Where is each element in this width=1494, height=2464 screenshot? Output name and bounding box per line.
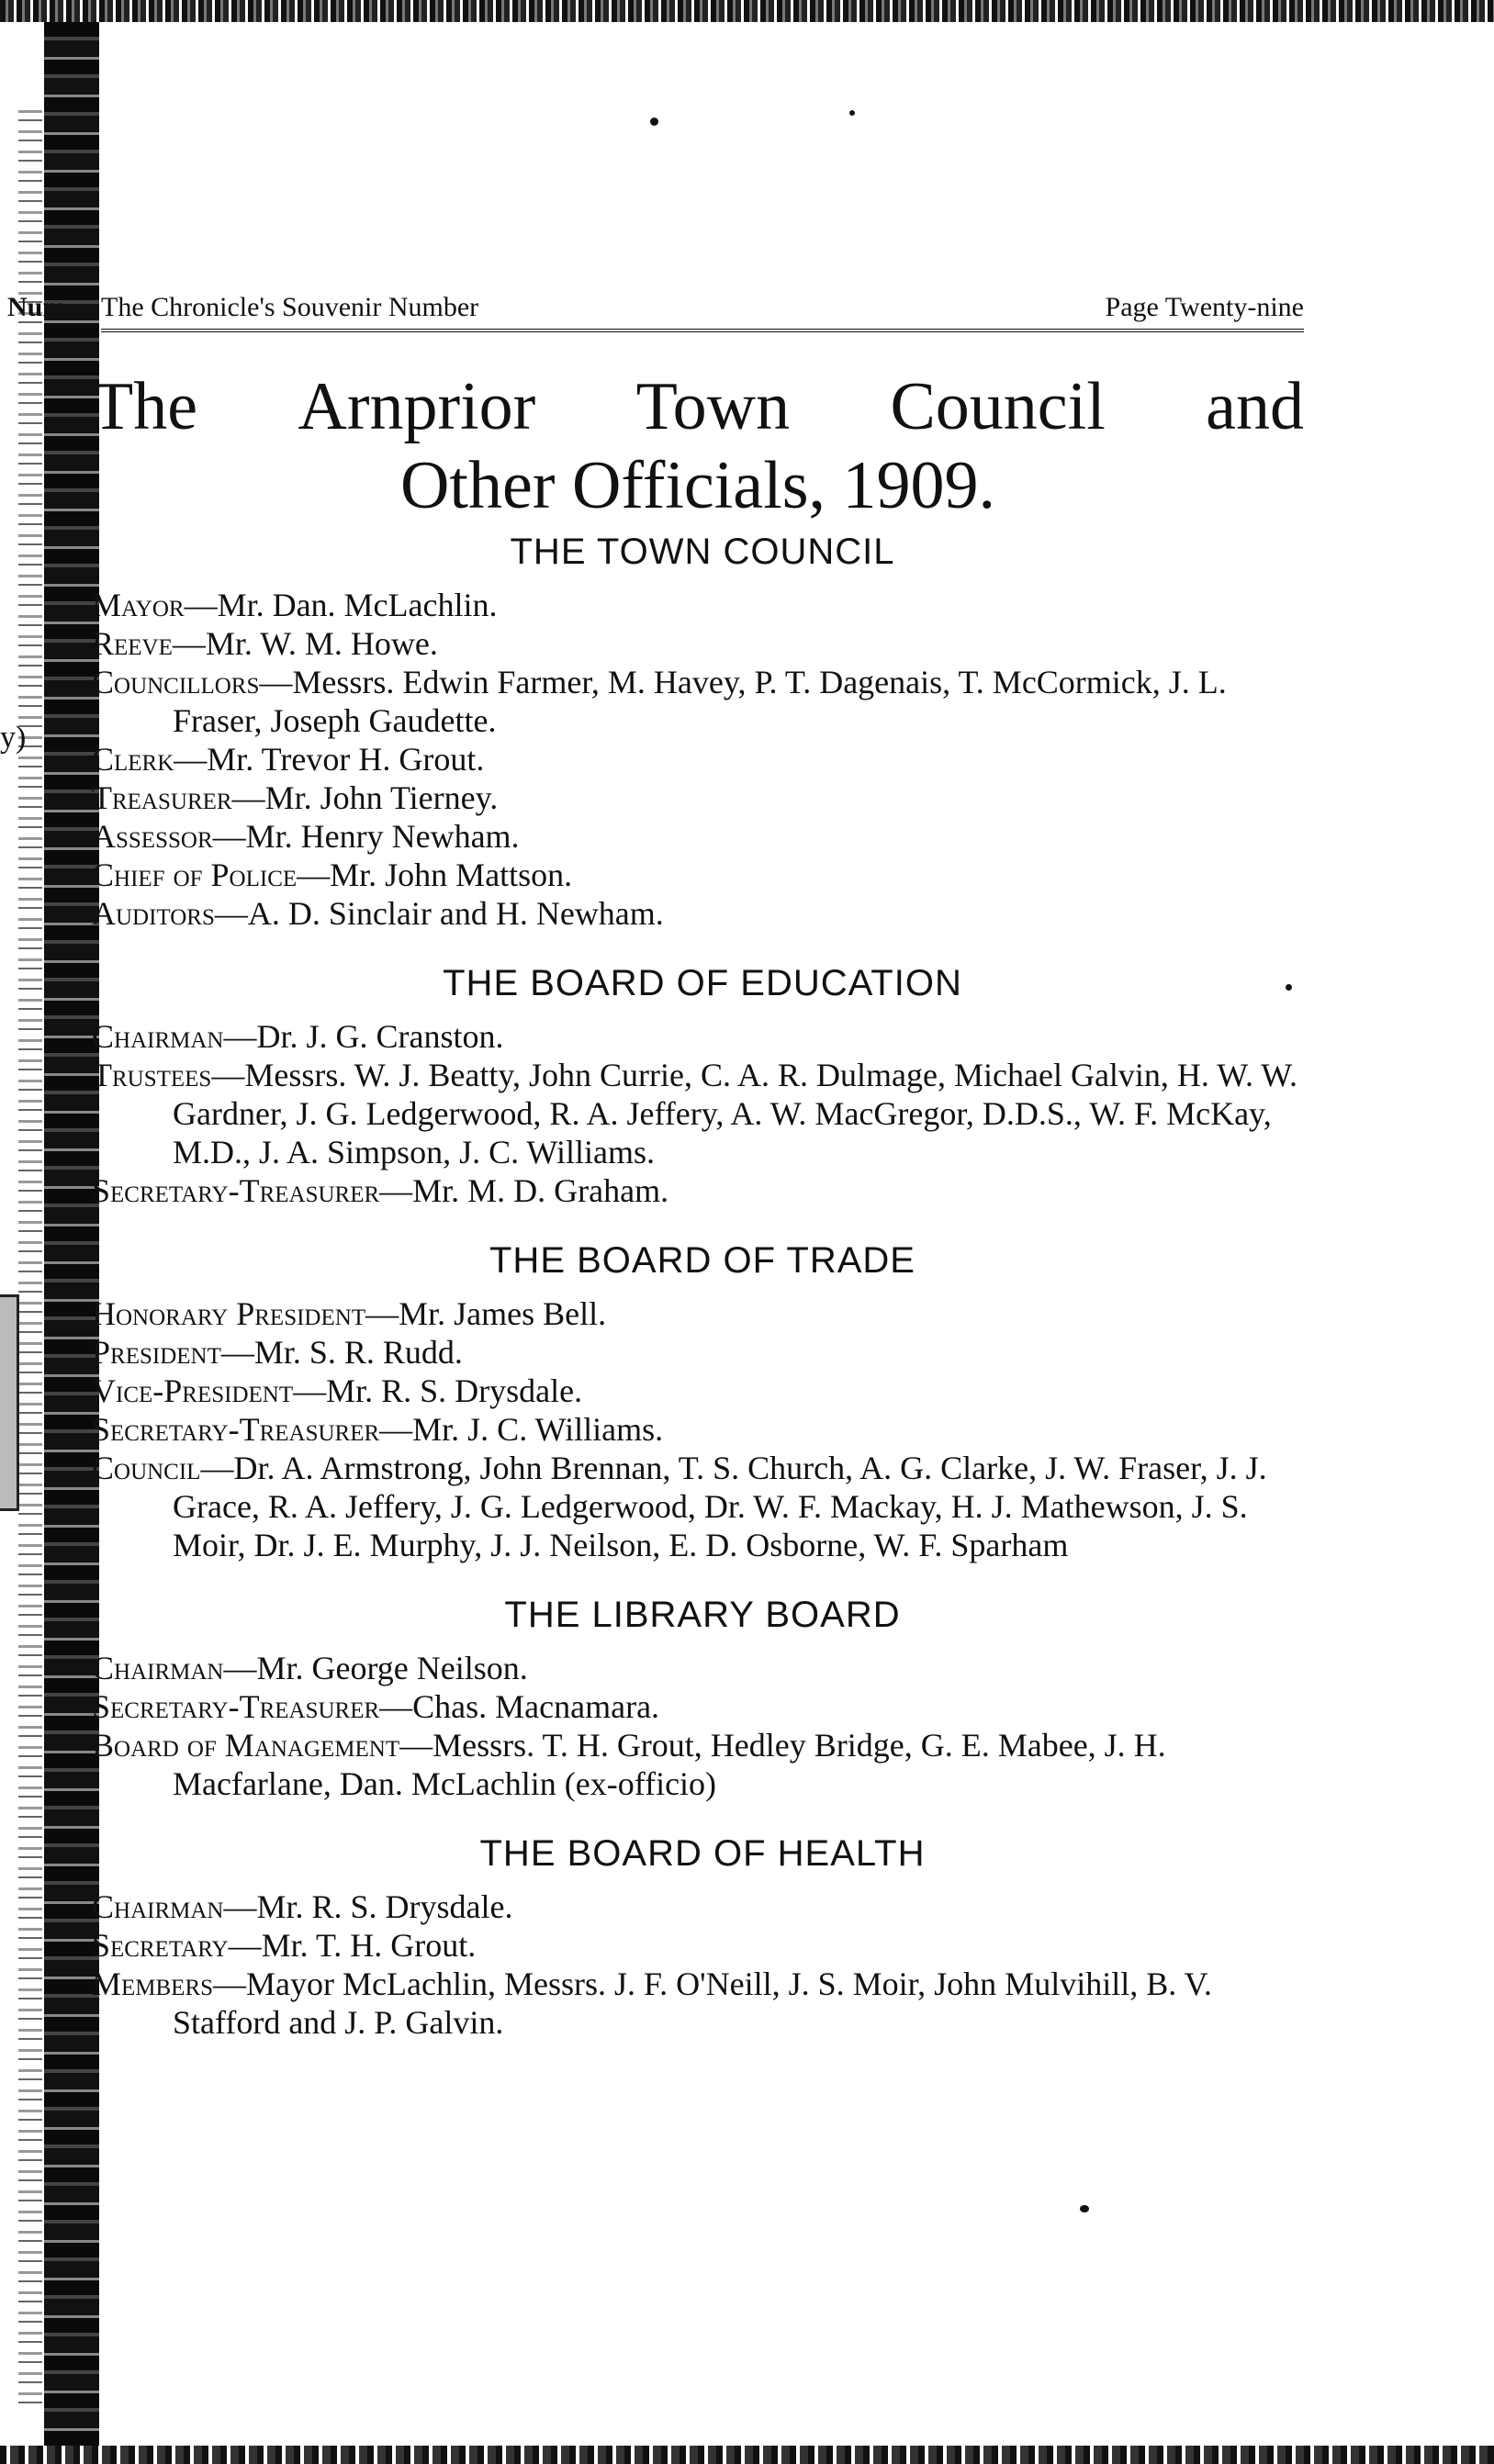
official-entry <box>92 856 1313 894</box>
official-entry <box>92 1887 1313 1926</box>
official-names: —Mr. W. M. Howe. <box>172 625 438 662</box>
official-names: —Mr. Dan. McLachlin. <box>184 587 498 623</box>
official-entry <box>92 1926 1313 1965</box>
role-label: Vice-President <box>92 1372 294 1409</box>
role-label: Chairman <box>92 1888 224 1925</box>
official-names: —Mr. John Mattson. <box>297 857 573 893</box>
official-names: —Mr. R. S. Drysdale. <box>293 1372 583 1409</box>
official-names: —Mr. S. R. Rudd. <box>220 1334 463 1371</box>
official-names: —Mr. T. H. Grout. <box>228 1927 477 1964</box>
official-names: —Mr. Henry Newham. <box>212 818 520 855</box>
role-label: Honorary President <box>92 1295 366 1332</box>
role-label: Secretary <box>92 1927 229 1964</box>
margin-fragment-text: y) <box>0 721 27 755</box>
official-entry <box>92 1649 1313 1687</box>
official-names: —Dr. A. Armstrong, John Brennan, T. S. Church, A. G. Clarke, J. W. Fraser, J. J. Grace, R. A. Jeffery, J. G. Ledgerwood, Dr. W. F. Mackay, H. J. Mathewson, J. S. Moir, Dr. J. E. Murphy, J. J. Neilson, E. D. Osborne, W. F. Sparham <box>173 1450 1267 1563</box>
title-word: Town <box>635 369 791 444</box>
official-entry <box>92 1965 1313 2042</box>
page-title <box>92 367 1304 525</box>
title-line-2: Other Officials, 1909. <box>399 448 996 523</box>
role-label: Council <box>92 1450 201 1486</box>
official-entry <box>92 1410 1313 1449</box>
role-label: Members <box>92 1966 214 2002</box>
official-names: —Messrs. W. J. Beatty, John Currie, C. A. R. Dulmage, Michael Galvin, H. W. W. Gardner, J. G. Ledgerwood, R. A. Jeffery, A. W. MacGregor, D.D.S., W. F. McKay, M.D., J. A. Simpson, J. C. Williams. <box>173 1057 1297 1170</box>
ink-speck <box>1080 2205 1089 2212</box>
official-names: —A. D. Sinclair and H. Newham. <box>214 895 664 932</box>
ink-speck <box>1286 984 1292 991</box>
official-names: —Mr. Trevor H. Grout. <box>174 741 485 778</box>
official-names: —Mayor McLachlin, Messrs. J. F. O'Neill, J. S. Moir, John Mulvihill, B. V. Stafford and J. P. Galvin. <box>173 1966 1212 2041</box>
official-entry <box>92 1056 1313 1171</box>
official-entry <box>92 1726 1313 1803</box>
role-label: Chief of Police <box>92 857 298 893</box>
ink-speck <box>849 110 855 116</box>
page-number: Page Twenty-nine <box>1105 292 1304 322</box>
official-names: —Mr. J. C. Williams. <box>379 1411 664 1448</box>
official-entry <box>92 1449 1313 1564</box>
role-label: Councillors <box>92 664 260 700</box>
section-heading: THE LIBRARY BOARD <box>504 1595 901 1635</box>
official-entry <box>92 586 1313 624</box>
section-heading: THE TOWN COUNCIL <box>510 532 895 572</box>
official-entry <box>92 894 1313 933</box>
section-board-of-education <box>92 964 1313 1210</box>
official-entry <box>92 740 1313 778</box>
officials-list <box>92 532 1313 2073</box>
section-board-of-health <box>92 1834 1313 2042</box>
section-heading: THE BOARD OF TRADE <box>489 1240 915 1281</box>
ink-speck <box>650 118 658 126</box>
official-names: —Mr. John Tierney. <box>231 779 499 816</box>
role-label: Assessor <box>92 818 213 855</box>
role-label: Clerk <box>92 741 174 778</box>
section-heading: THE BOARD OF EDUCATION <box>443 963 962 1003</box>
adjacent-page-fragment <box>0 1294 19 1511</box>
official-entry <box>92 1294 1313 1333</box>
role-label: Board of Management <box>92 1727 400 1764</box>
binding-spine-shadow <box>44 22 99 2446</box>
section-heading: THE BOARD OF HEALTH <box>479 1833 926 1874</box>
title-word: The <box>92 369 198 444</box>
section-town-council <box>92 532 1313 933</box>
title-word: Arnprior <box>298 369 536 444</box>
section-library-board <box>92 1596 1313 1803</box>
title-line-1 <box>92 367 1304 446</box>
official-entry <box>92 1017 1313 1056</box>
top-border-damage <box>0 0 1494 22</box>
official-entry <box>92 1171 1313 1210</box>
official-names: —Chas. Macnamara. <box>379 1688 660 1725</box>
official-entry <box>92 1687 1313 1726</box>
official-entry <box>92 1372 1313 1410</box>
official-names: —Mr. R. S. Drysdale. <box>223 1888 513 1925</box>
role-label: Reeve <box>92 625 173 662</box>
role-label: Auditors <box>92 895 215 932</box>
role-label: Secretary-Treasurer <box>92 1688 380 1725</box>
title-word: and <box>1206 369 1304 444</box>
running-header <box>101 292 1304 332</box>
role-label: Secretary-Treasurer <box>92 1411 380 1448</box>
binding-edge-shadow <box>18 110 42 2405</box>
official-names: —Mr. James Bell. <box>365 1295 607 1332</box>
official-entry <box>92 1333 1313 1372</box>
publication-name: The Chronicle's Souvenir Number <box>101 292 479 322</box>
bottom-border-damage <box>0 2446 1494 2464</box>
role-label: President <box>92 1334 221 1371</box>
role-label: Secretary-Treasurer <box>92 1172 380 1209</box>
official-entry <box>92 624 1313 663</box>
header-cut-text: Num <box>7 292 66 322</box>
role-label: Treasurer <box>92 779 232 816</box>
official-entry <box>92 778 1313 817</box>
official-names: —Mr. George Neilson. <box>223 1650 528 1686</box>
role-label: Chairman <box>92 1018 224 1055</box>
official-entry <box>92 817 1313 856</box>
official-entry <box>92 663 1313 740</box>
title-word: Council <box>890 369 1106 444</box>
official-names: —Messrs. Edwin Farmer, M. Havey, P. T. Dagenais, T. McCormick, J. L. Fraser, Joseph Gaudette. <box>173 664 1227 739</box>
official-names: —Messrs. T. H. Grout, Hedley Bridge, G. E. Mabee, J. H. Macfarlane, Dan. McLachlin (ex-officio) <box>173 1727 1166 1802</box>
role-label: Trustees <box>92 1057 212 1093</box>
role-label: Chairman <box>92 1650 224 1686</box>
official-names: —Mr. M. D. Graham. <box>379 1172 669 1209</box>
role-label: Mayor <box>92 587 185 623</box>
section-board-of-trade <box>92 1241 1313 1564</box>
official-names: —Dr. J. G. Cranston. <box>223 1018 504 1055</box>
